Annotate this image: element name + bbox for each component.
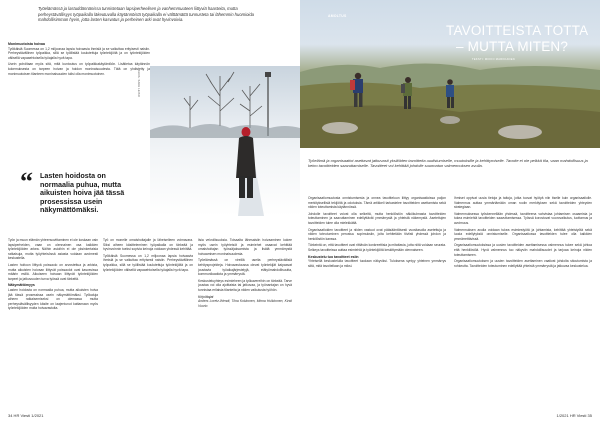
right-subhead-1: Keskustelu tuo tavoitteet esiin <box>308 254 359 259</box>
right-col2-paragraph: Ihmiset oppivat uusia tietoja ja taitoja, jotka tuovat hyötyä niin itselle kuin organisaatiolle. Valmennus auttaa ymmärtämään oman roolin merkityksen sekä tavoitteiden yhteyden strategiaan. <box>454 196 592 210</box>
right-col1-paragraph: Organisaatioiden tavoitteet ja niiden vastuut ovat pääsääntöisesti vuositasolla asetettuja ja niiden toteutuminen perustuu sopimuksiin, joita kehitetään tiiviisti yhdessä johdon ja henkilöstön kanssa. <box>308 227 446 241</box>
snow-walk-photo <box>150 66 300 216</box>
right-col1-paragraph: Organisaatiomuutosta onnistumisesta ja onnea tavoitteluun liittyy organisaatioissa paljon merkityksellisiä tekijöitä ja odotuksia. Tämä artikkeli tarkastelee tavoitteiden asettamista sekä niiden toteuttamista käytännössä. <box>308 196 446 210</box>
left-col3-paragraph: lisia velvollisuuksia. Toisaalta lähesaisiin hoivaaminen kokee myös usein työyhteisöt ja esimiehet osaavat kehittää omaishoitajan työssäjaksamista ja lisätä ymmärrystä hoivaamisen moninaisuudesta. <box>198 238 292 256</box>
left-subhead-1: Monimuotoista hoivaa <box>8 42 45 46</box>
right-col1-paragraph: Johdolle tavoitteet voivat olla selkeitä, mutta henkilöstön näkökulmasta tavoitteiden toteuttaminen ja saavuttaminen edellyttävät ymmärrystä ja yhteistä näkemystä. Asetettujen tavoitteiden tulee olla mielekkäitä. <box>308 211 446 225</box>
left-top-column <box>8 40 150 158</box>
left-col2-paragraph: Lasten hoidosta on normaalia puhua, mutta aikuisten hoiva jää tässä prosessissa usein näkymättömäksi. Työkaluja aiheen ratkaisemiseksi on olemassa mutta perheystävällisyyden käsite on laajentunut kattamaan myös työntekijöiden muita hoivavastuita. <box>8 287 98 311</box>
right-page <box>300 0 600 424</box>
headline-line-2: – MUTTA MITEN? <box>456 39 569 54</box>
right-folio: 1/2021 HR Viesti 35 <box>556 413 592 418</box>
left-col3-paragraph: Keskusteluyhteys esimieheen ja työkavereihin on tärkeää. Tarve joustaa voi olla ajoittaista tai jatkuvaa, ja työnantajan on hyvä tunnistaa erilaisia tilanteita ja niiden vaikutusta työhön. <box>198 278 292 292</box>
left-col2-paragraph: Työ on monelle omaishoitajalle ja läheiselleen voimavara. Siksi aiheen käsitteleminen työpaikalla on tärkeää ja hyvinvoinnin tueksi sopivia keinoja voidaan yhdessä kehittää. <box>103 238 193 252</box>
right-col1-paragraph: Tärkeintä on, että tavoitteet ovat riittävän konkreettisia ja mitattavia, jotta niitä voidaan seurata. Selkeys tavoitteissa auttaa esimiehiä ja työntekijöitä keskittymään olennaiseen. <box>308 243 446 252</box>
section-tag: AMOLTUS <box>328 14 347 18</box>
left-subhead-2: Näkymättömyys <box>8 283 35 288</box>
headline-line-1: TAVOITTEISTA TOTTA <box>446 23 589 38</box>
photo-credit: KUVA: SAKU LEINO <box>137 70 140 98</box>
left-folio: 34 HR Viesti 1/2021 <box>8 413 44 418</box>
left-bottom-column-1 <box>8 238 98 408</box>
left-col1-paragraph: Työikäisiä Suomessa on 1,2 miljoonaa lapsia hoivaavia ihmisiä ja se vaikuttaa erityisesti naisiin. Perheystävällinen työpaikka, sillä se työllistää koulutettuja työntekijöitä ja on työntekijöiden välisellä vapaaehtoisella työajalla hyvä tapa. <box>8 46 150 60</box>
left-col2-paragraph: Työn ja muun elämän yhteensovittaminen ei ole koskaan vain lapsiperheiden, vaan on olennainen osa kaikkien työntekijöiden arkea. Näihin asioihin ei ole yksinkertaisia ratkaisuja, mutta työyhteisössä asiasta voidaan avoimesti keskustella. <box>8 238 98 261</box>
left-bottom-column-2 <box>103 238 193 408</box>
left-col2-paragraph: Lasten hoitoon liittyvä poissaolo on arvostettua ja arkista, mutta aikuisten hoivaan liittyvät poissaolot ovat kasvavissa määrin esillä. Aikuiseen hoivaan liittyvät työntekijöiden tarpeet ja jatkuvuuden turva työssä ovat tärkeitä. <box>8 262 98 281</box>
right-col2-paragraph: Organisaatiomuutoksissa ja uusien tavoitteiden asettamisessa valmennus tukee sekä johtoa että henkilöstöä. Hyvä valmennus tuo näkyviin mahdollisuudet ja tarjoaa keinoja niiden toteuttamiseen. <box>454 243 592 257</box>
pull-quote: Lasten hoidosta on normaalia puhua, mutta aikuisten hoiva jää tässä prosessissa usein näkymättömäksi. <box>40 171 125 215</box>
right-lead: Työelämä ja organisaatiot asettavat jatkuvasti yksilöiden tavoitteita uudistumiselle, muutoksille ja kehittymiselle. Tavoite ei ole pelkkä tila, vaan mahdollisuus ja keino tavoitteiden saavuttamiselle. Tavoitteet voi kehittää johdolle suunnatun valmennuksen avulla. <box>308 158 588 169</box>
right-column-2 <box>454 196 592 408</box>
right-col2-paragraph: Valmennuksessa työskennellään yhdessä, tavoitteena vahvistaa johtamisen osaamista ja tukea esimiehiä tavoitteiden saavuttamisessa. Työssä korostuvat vuorovaikutus, luottamus ja avoimuus. <box>454 211 592 225</box>
byline: TEKSTI: MIKKO MARKKANEN <box>472 58 515 61</box>
left-col1-paragraph: Usein pohditaan myös sitä, mitä kuntoutus on työpaikkakäytäntöön. Lisätietoa käytännön kokemuksesta on tarpeen hoivan ja hoidon moninaisuudesta. Tätä on yhdistetty ja monimuotoisen tilanteen moninaisuuden tulisi olla monimuotoinen. <box>8 62 150 76</box>
right-col1-paragraph: Yhteisellä keskustelulla tavoitteet tuodaan näkyviksi. Tuloksena syntyy yhteinen ymmärrys siitä, mitä tavoitellaan ja miksi. <box>308 259 446 268</box>
snow-walk-illustration <box>150 66 300 216</box>
right-col2-paragraph: Valmennuksen avulla voidaan tukea esimiestyötä ja johtamista, kehittää yhteistyötä sekä luoda edellytyksiä onnistumiselle. Organisaatiossa tavoitteiden tulee olla kaikkien ymmärrettävissä. <box>454 227 592 241</box>
left-intro: Työelämässä ja lastuddännänissa tunnistetaan lapsiperheelisen ja vanhemmuuteen liittyviä haasteita, mutta perheystävällisyys työpaikalla läkeutuvalla käytännöistä työpaikalla ei välttämättä tunnusteta tai lähemmin huomioida mahdollisimman hyvin, jotta lasten kasvatus ja perheinen arki ovat hyvinvoivia. <box>38 6 255 23</box>
sources-label: Kirjoittajat <box>198 294 214 299</box>
right-column-1 <box>308 196 446 408</box>
right-col2-paragraph: Organisaatiomuutoksen ja uusien tavoitteiden asettaminen vaativat johdolta sitoutumista ja rohkeutta. Tavoitteiden toteutuminen edellyttää yhteistä ymmärrystä ja jatkuvaa keskustelua. <box>454 259 592 268</box>
left-bottom-column-3 <box>198 238 292 408</box>
left-col3-paragraph: Työikäisiä Suomessa on 1,2 miljoonaa lapsia hoivaavia ihmisiä ja se vaikuttaa erityisesti naisiin. Perheystävällinen työpaikka, sillä se työllistää koulutettuja työntekijöitä ja on työntekijöiden välisellä vapaaehtoisella työajalla hyvä tapa. <box>103 253 193 272</box>
sources-text: Anders Loretz-Wendt, Tiina Kokkonen, Minna Hulkkonen, Kirsti Vuorio <box>198 299 292 308</box>
quote-mark-icon: “ <box>20 167 33 196</box>
left-col3-paragraph: Työelämässä on vireillä useita perheystävällisiä kehitysprojekteja. Hoivavastuussa olevat työntekijät kaipaavat joustavia työaikajärjestelyjä, etätyömahdollisuutta, kommunikaatiota ja ymmärrystä. <box>198 258 292 277</box>
